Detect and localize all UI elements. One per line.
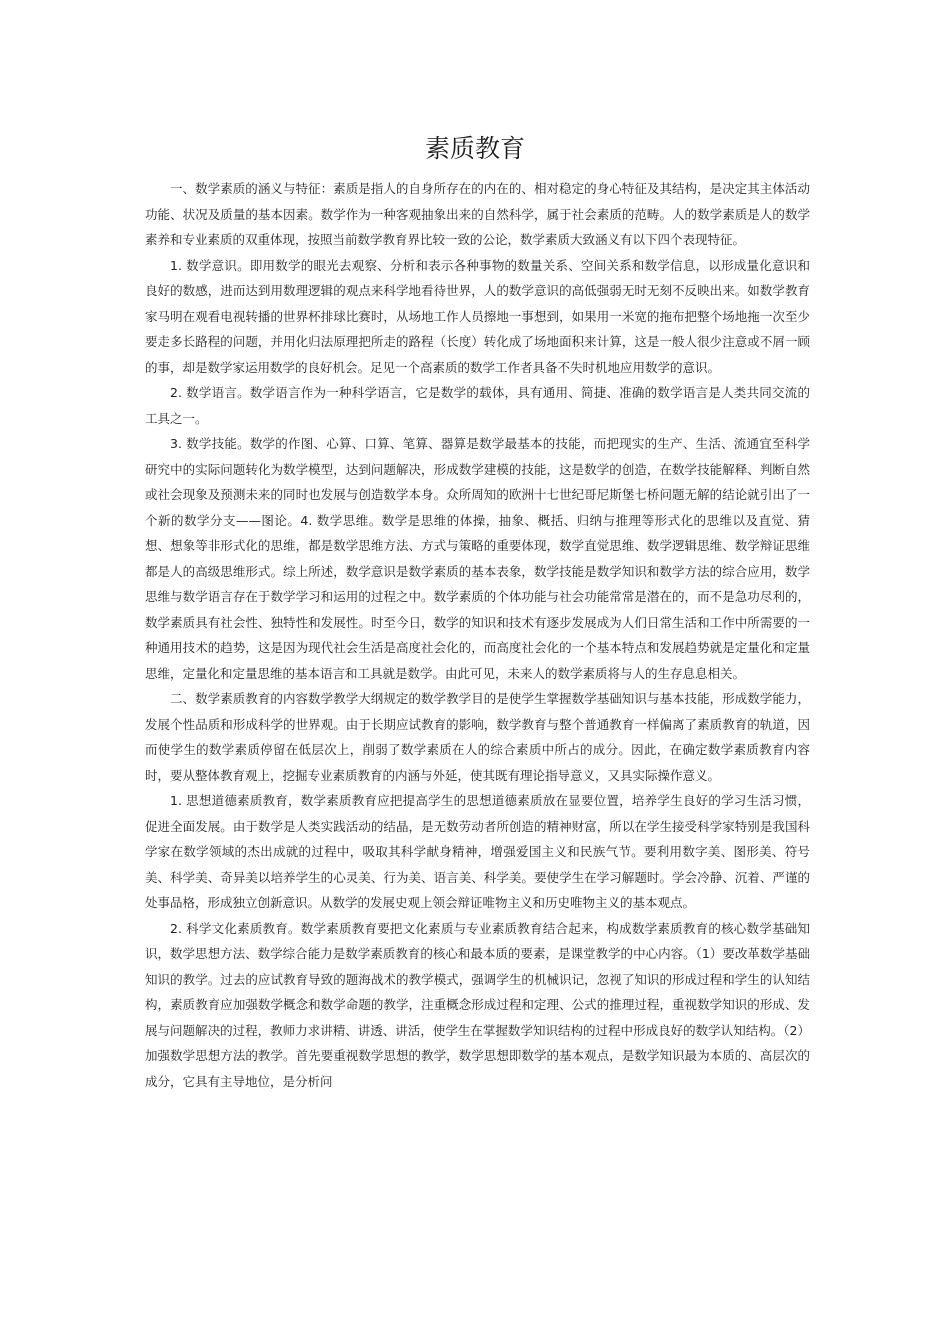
paragraph: 2. 科学文化素质教育。数学素质教育要把文化素质与专业素质教育结合起来，构成数学素质教育的核心数学基础知识，数学思想方法、数学综合能力是数学素质教育的核心和最本质的要素，是课堂教学的中心内容。（1）要改革数学基础知识的教学。过去的应试教育导致的题海战术的教学模式，强调学生的机械识记，忽视了知识的形成过程和学生的认知结构，素质教育应加强数学概念和数学命题的教学，注重概念形成过程和定理、公式的推理过程，重视数学知识的形成、发展与问题解决的过程，教师力求讲精、讲透、讲活，使学生在掌握数学知识结构的过程中形成良好的数学认知结构。（2）加强数学思想方法的教学。首先要重视数学思想的教学，数学思想即数学的基本观点，是数学知识最为本质的、高层次的成分，它具有主导地位，是分析问 — [145, 920, 810, 1089]
paragraph: 2. 数学语言。数学语言作为一种科学语言，它是数学的载体，具有通用、简捷、准确的数学语言是人类共同交流的工具之一。 — [145, 385, 810, 426]
paragraph: 1. 思想道德素质教育，数学素质教育应把提高学生的思想道德素质放在显要位置，培养学生良好的学习生活习惯，促进全面发展。由于数学是人类实践活动的结晶，是无数劳动者所创造的精神财富，所以在学生接受科学家特别是我国科学家在数学领域的杰出成就的过程中，吸取其科学献身精神，增强爱国主义和民族气节。要利用数字美、图形美、符号美、科学美、奇异美以培养学生的心灵美、行为美、语言美、科学美。要使学生在学习解题时。学会冷静、沉着、严谨的处事品格，形成独立创新意识。从数学的发展史观上领会辩证唯物主义和历史唯物主义的基本观点。 — [145, 793, 810, 910]
paragraph: 3. 数学技能。数学的作图、心算、口算、笔算、器算是数学最基本的技能，而把现实的生产、生活、流通宜至科学研究中的实际问题转化为数学模型，达到问题解决，形成数学建模的技能，这是数学的创造，在数学技能解释、判断自然或社会现象及预测未来的同时也发展与创造数学本身。众所周知的欧洲十七世纪哥尼斯堡七桥问题无解的结论就引出了一个新的数学分支——图论。4. 数学思维。数学是思维的体操，抽象、概括、归纳与推理等形式化的思维以及直觉、猜想、想象等非形式化的思维，都是数学思维方法、方式与策略的重要体现，数学直觉思维、数学逻辑思维、数学辩证思维都是人的高级思维形式。综上所述，数学意识是数学素质的基本表象，数学技能是数学知识和数学方法的综合应用，数学思维与数学语言存在于数学学习和运用的过程之中。数学素质的个体功能与社会功能常常是潜在的，而不是急功尽利的，数学素质具有社会性、独特性和发展性。时至今日，数学的知识和技术有逐步发展成为人们日常生活和工作中所需要的一种通用技术的趋势，这是因为现代社会生活是高度社会化的，而高度社会化的一个基本特点和发展趋势就是定量化和定量思维，定量化和定量思维的基本语言和工具就是数学。由此可见，未来人的数学素质将与人的生存息息相关。 — [145, 436, 810, 681]
document-title: 素质教育 — [424, 134, 525, 163]
paragraph: 一、数学素质的涵义与特征：素质是指人的自身所存在的内在的、相对稳定的身心特征及其结构，是决定其主体活动功能、状况及质量的基本因素。数学作为一种客观抽象出来的自然科学，属于社会素质的范畴。人的数学素质是人的数学素养和专业素质的双重体现，按照当前数学教育界比较一致的公论，数学素质大致涵义有以下四个表现特征。 — [145, 181, 810, 247]
paragraph: 1. 数学意识。即用数学的眼光去观察、分析和表示各种事物的数量关系、空间关系和数学信息，以形成量化意识和良好的数感，进而达到用数理逻辑的观点来科学地看待世界，人的数学意识的高低强弱无时无刻不反映出来。如数学教育家马明在观看电视转播的世界杯排球比赛时，从场地工作人员擦地一事想到，如果用一米宽的拖布把整个场地拖一次至少要走多长路程的问题，并用化归法原理把所走的路程（长度）转化成了场地面积来计算，这是一般人很少注意或不屑一顾的事，却是数学家运用数学的良好机会。足见一个高素质的数学工作者具备不失时机地应用数学的意识。 — [145, 257, 810, 375]
document-body — [145, 176, 810, 1094]
paragraph: 二、数学素质教育的内容数学教学大纲规定的数学教学目的是使学生掌握数学基础知识与基本技能，形成数学能力，发展个性品质和形成科学的世界观。由于长期应试教育的影响，数学教育与整个普通教育一样偏离了素质教育的轨道，因而使学生的数学素质停留在低层次上，削弱了数学素质在人的综合素质中所占的成分。因此，在确定数学素质教育内容时，要从整体教育观上，挖掘专业素质教育的内涵与外延，使其既有理论指导意义，又具实际操作意义。 — [145, 691, 810, 783]
